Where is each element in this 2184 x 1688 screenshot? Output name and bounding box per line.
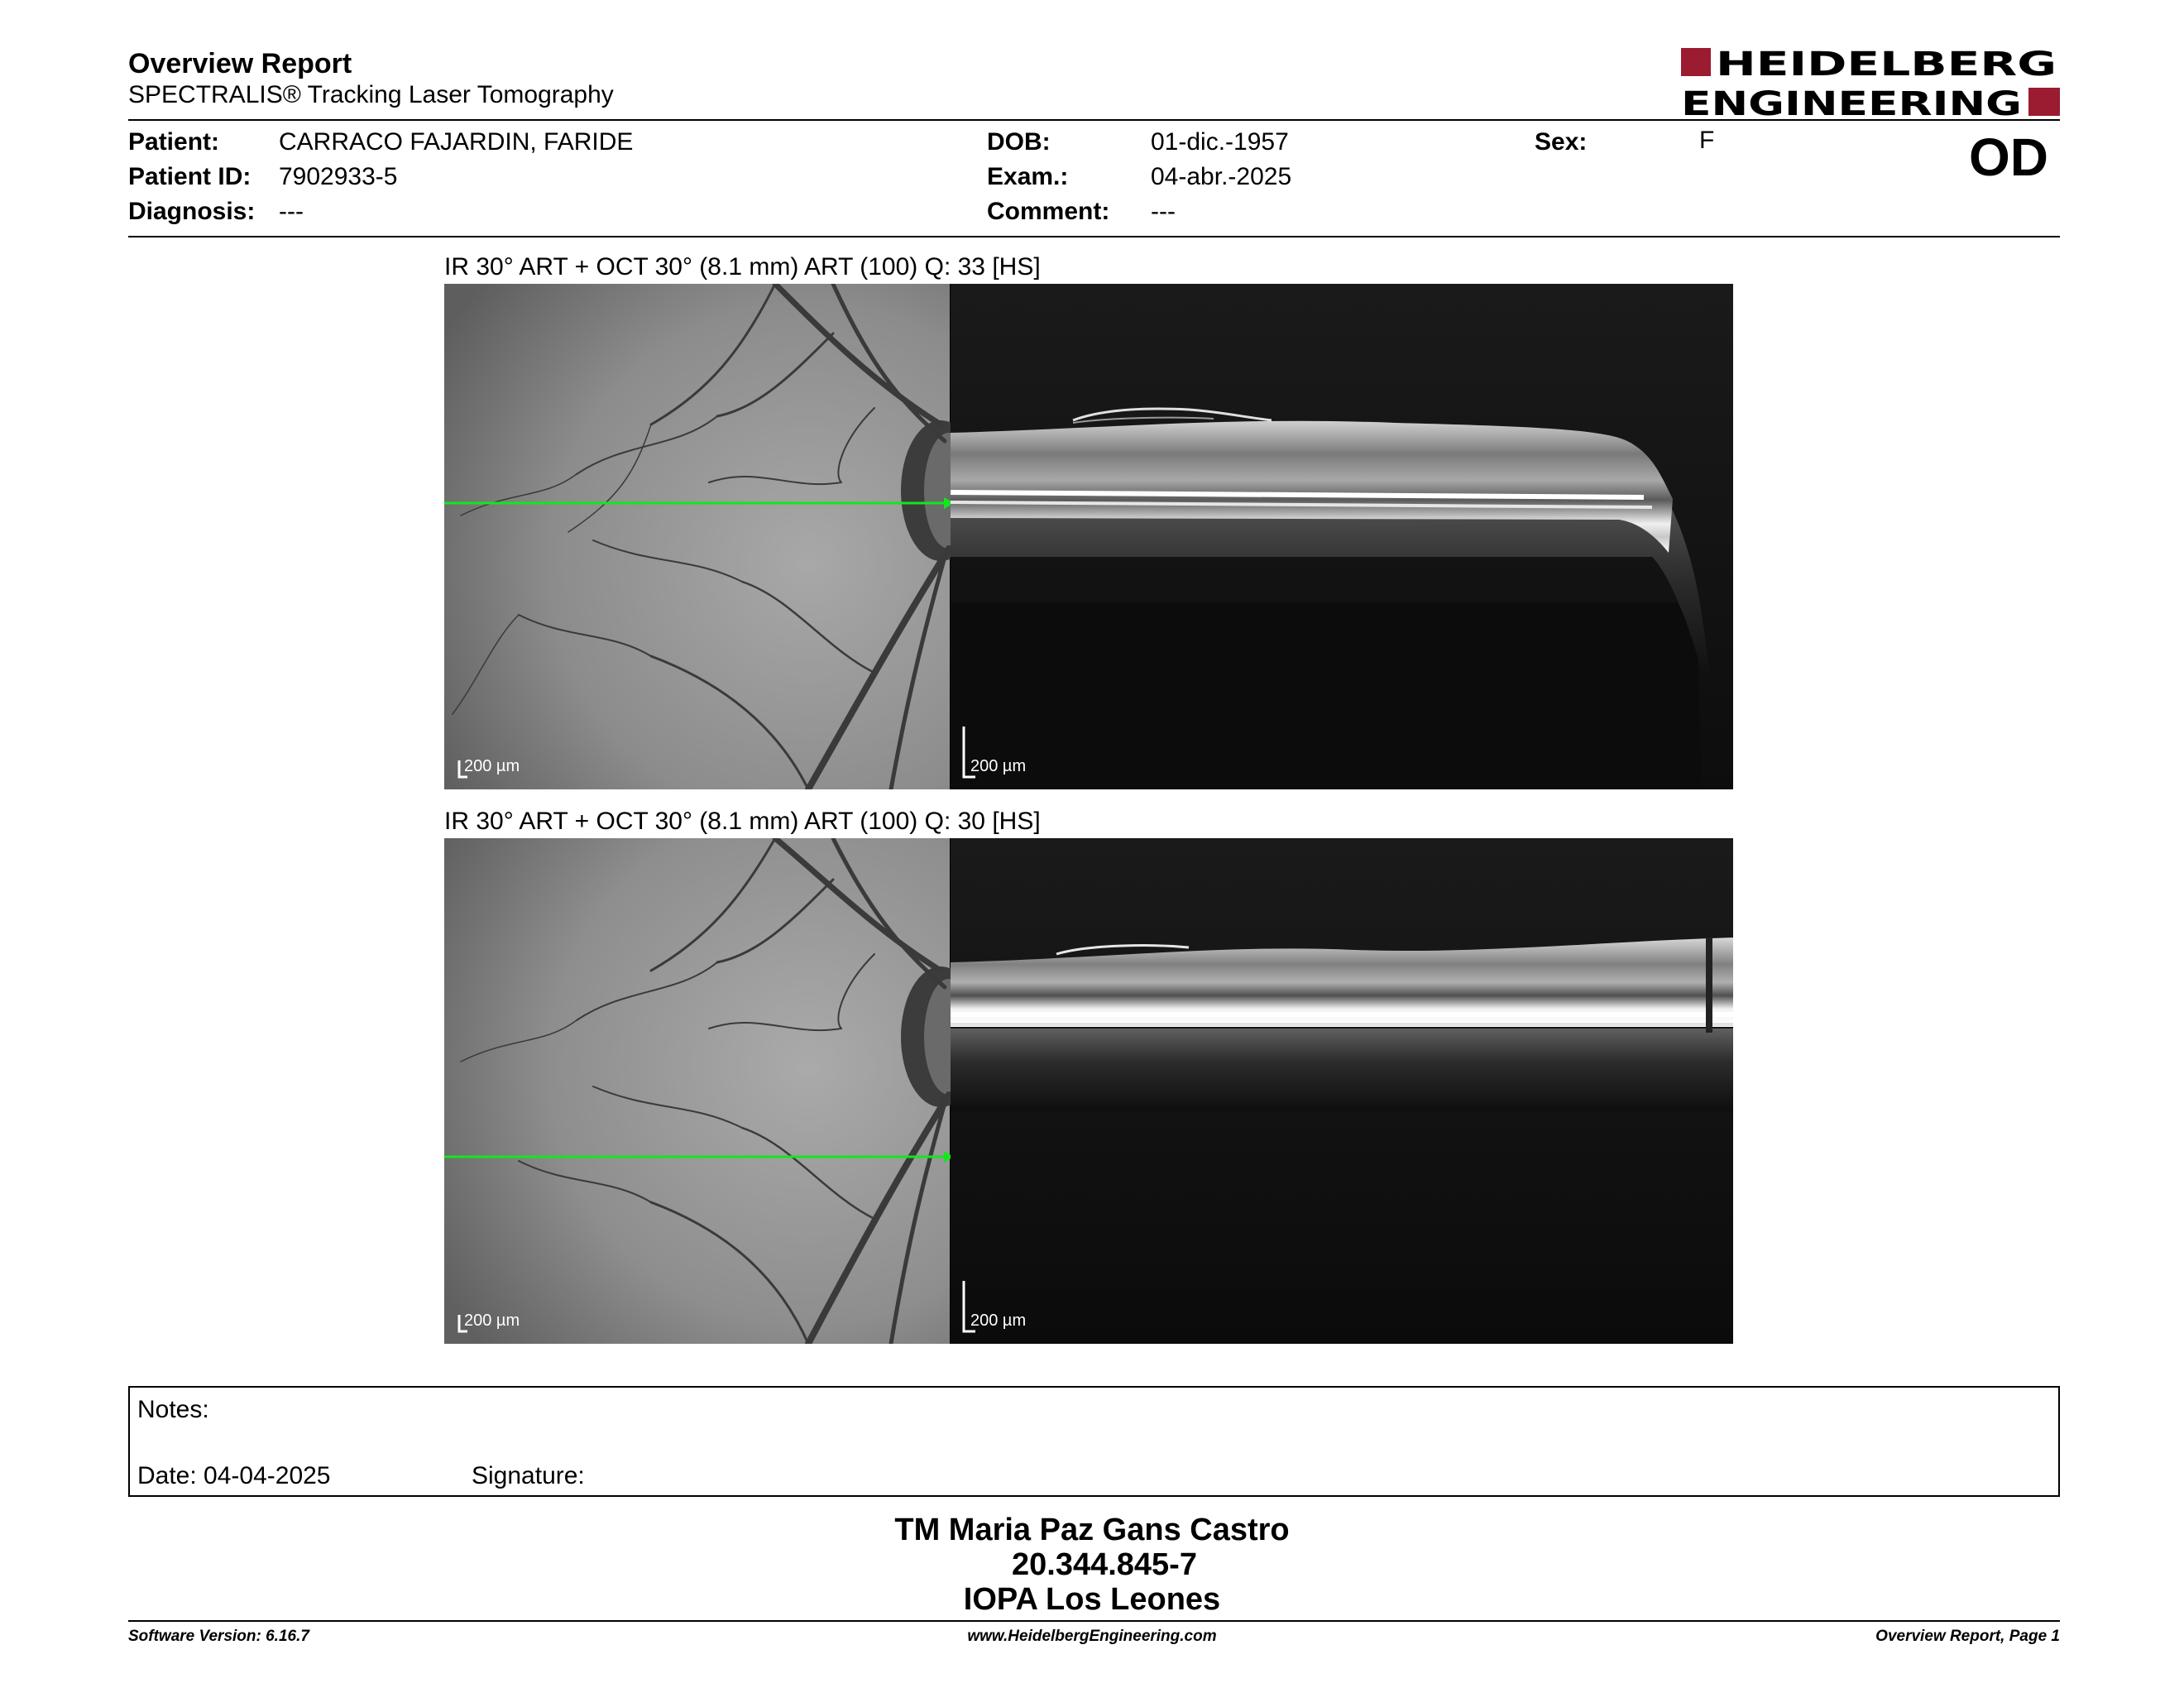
oct-bscan-image-2: [951, 838, 1733, 1344]
patient-divider: [128, 236, 2060, 237]
diagnosis-label: Diagnosis:: [128, 198, 256, 225]
patient-name: CARRACO FAJARDIN, FARIDE: [279, 128, 634, 156]
exam-label: Exam.:: [987, 163, 1069, 190]
ir-scale-label-2: 200 µm: [464, 1312, 520, 1330]
sex-label: Sex:: [1535, 128, 1588, 156]
patient-id-label: Patient ID:: [128, 163, 251, 190]
software-version: Software Version: 6.16.7: [128, 1628, 309, 1645]
ir-fundus-image-2: [444, 838, 980, 1344]
footer-website: www.HeidelbergEngineering.com: [967, 1628, 1217, 1645]
dob-value: 01-dic.-1957: [1151, 128, 1289, 156]
logo-line1: HEIDELBERG: [1716, 48, 2057, 84]
date-label: Date: 04-04-2025: [137, 1462, 331, 1489]
footer-divider: [128, 1620, 2060, 1622]
scan-2-title: IR 30° ART + OCT 30° (8.1 mm) ART (100) Q: 30 [HS]: [444, 808, 1041, 835]
exam-value: 04-abr.-2025: [1151, 163, 1292, 190]
notes-label: Notes:: [137, 1396, 209, 1423]
patient-label: Patient:: [128, 128, 220, 156]
ir-scale-label-1: 200 µm: [464, 757, 520, 775]
comment-label: Comment:: [987, 198, 1110, 225]
oct-scale-label-1: 200 µm: [970, 757, 1027, 775]
signer-place: IOPA Los Leones: [963, 1582, 1221, 1617]
heidelberg-logo: [1681, 48, 2060, 117]
scan-1-panel: [444, 284, 1733, 789]
footer-page: Overview Report, Page 1: [1875, 1628, 2060, 1645]
diagnosis-value: ---: [279, 198, 304, 225]
header-divider: [128, 119, 2060, 121]
oct-scale-label-2: 200 µm: [970, 1312, 1027, 1330]
report-subtitle: SPECTRALIS® Tracking Laser Tomography: [128, 81, 614, 108]
oct-bscan-image-1: [951, 284, 1733, 789]
patient-id: 7902933-5: [279, 163, 398, 190]
scan-1-title: IR 30° ART + OCT 30° (8.1 mm) ART (100) Q: 33 [HS]: [444, 253, 1041, 281]
ir-fundus-image-1: [444, 284, 980, 789]
dob-label: DOB:: [987, 128, 1051, 156]
scan-2-panel: [444, 838, 1733, 1344]
notes-box: [128, 1386, 2060, 1497]
signer-name: TM Maria Paz Gans Castro: [894, 1513, 1290, 1547]
logo-line2: ENGINEERING: [1681, 85, 2022, 117]
eye-laterality: OD: [1969, 127, 2048, 187]
signature-label: Signature:: [472, 1462, 585, 1489]
comment-value: ---: [1151, 198, 1176, 225]
signer-id: 20.344.845-7: [1012, 1547, 1197, 1582]
report-title: Overview Report: [128, 48, 352, 79]
sex-value: F: [1699, 127, 1715, 154]
